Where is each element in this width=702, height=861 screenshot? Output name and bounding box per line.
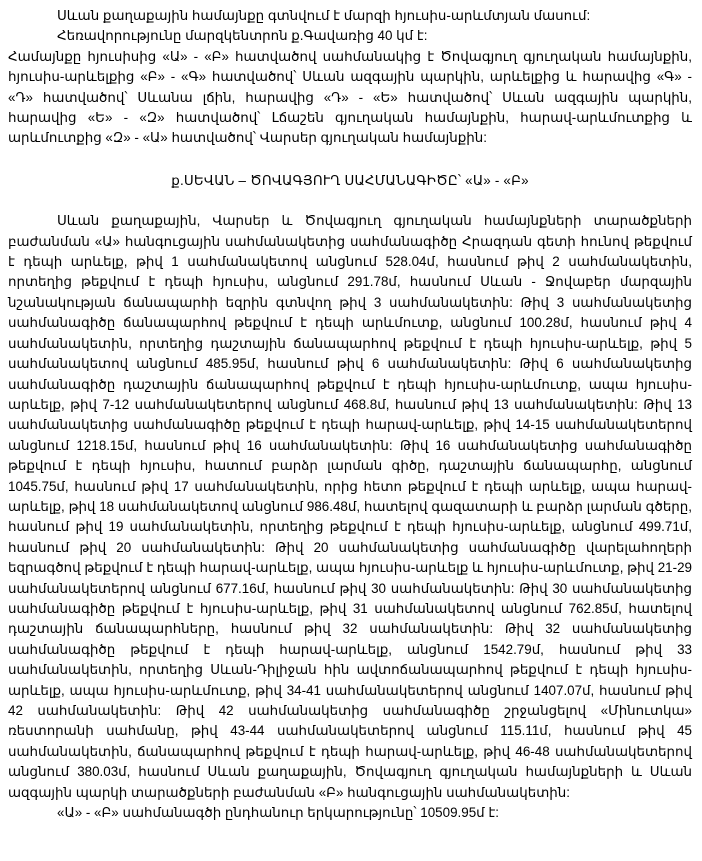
section-heading: ք.ՍԵՎԱՆ – ԾՈՎԱԳՅՈՒՂ ՍԱՀՄԱՆԱԳԻԾԸ՝ «Ա» - «Բ» <box>171 172 529 188</box>
total-length-line: «Ա» - «Բ» սահմանագծի ընդհանուր երկարությունը՝ 10509.95մ է: <box>57 805 499 821</box>
intro-distance-line: Հեռավորությունը մարզկենտրոն ք.Գավառից 40 կմ է: <box>57 28 428 44</box>
document-page <box>8 6 692 823</box>
intro-boundaries-paragraph: Համայնքը հյուսիսից «Ա» - «Բ» հատվածով սահմանակից է Ծովագյուղ գյուղական համայնքին, հյուսիս-արևելքից «Բ» - «Գ» հատվածով՝ Սևան ազգային պարկին, արևելքից և հարավից «Գ» - «Դ» հատվածով՝ Սևանա լճին, հարավից «Դ» - «Ե» հատվածով՝ Սևան ազգային պարկին, հարավից «Ե» - «Զ» հատվածով՝ Լճաշեն գյուղական համայնքին, հարավ-արևմուտքից և արևմուտքից «Զ» - «Ա» հատվածով՝ Վարսեր գյուղական համայնքին: <box>8 48 692 146</box>
boundary-description-paragraph: Սևան քաղաքային, Վարսեր և Ծովագյուղ գյուղական համայնքների տարածքների բաժանման «Ա» հանգուցային սահմանակետից սահմանագիծը Հրազդան գետի հունով թեքվում է դեպի արևելք, թիվ 1 սահմանակետով անցնում 528.04մ, հասնում թիվ 2 սահմանակետին, որտեղից թեքվում է դեպի հյուսիս, անցնում 291.78մ, հասնում Սևան - Ջովաբեր մարզային նշանակության ճանապարհի եզրին գտնվող թիվ 3 սահմանակետին: Թիվ 3 սահմանակետից սահմանագիծը ճանապարհով թեքվում է դեպի արևմուտք, անցնում 100.28մ, հասնում թիվ 4 սահմանակետին, որտեղից դաշտային ճանապարհով թեքվում է դեպի հյուսիս-արևելք, թիվ 5 սահմանակետով անցնում 485.95մ, հասնում թիվ 6 սահմանակետին: Թիվ 6 սահմանակետից սահմանագիծը դաշտային ճանապարհով թեքվում է դեպի հյուսիս-արևմուտք, ապա հյուսիս-արևելք, թիվ 7-12 սահմանակետերով անցնում 468.8մ, հասնում թիվ 13 սահմանակետին: Թիվ 13 սահմանակետից սահմանագիծը թեքվում է դեպի հարավ-արևելք, թիվ 14-15 սահմանակետերով անցնում 1218.15մ, հասնում թիվ 16 սահմանակետին: Թիվ 16 սահմանակետից սահմանագիծը թեքվում է դեպի հյուսիս, հատում բարձր լարման գիծը, դաշտային ճանապարհը, անցնում 1045.75մ, հասնում թիվ 17 սահմանակետին, որից հետո թեքվում է դեպի արևելք, ապա հարավ-արևելք, թիվ 18 սահմանակետով անցնում 986.48մ, հատելով գազատարի և բարձր լարման գծերը, հասնում թիվ 19 սահմանակետին, որտեղից թեքվում է դեպի հյուսիս-արևելք, անցնում 499.71մ, հասնում թիվ 20 սահմանակետին: Թիվ 20 սահմանակետից սահմանագիծը վարելահողերի եզրագծով թեքվում է դեպի հարավ-արևելք, ապա հյուսիս-արևելք և հյուսիս-արևմուտք, թիվ 21-29 սահմանակետերով անցնում 677.16մ, հասնում թիվ 30 սահմանակետին: Թիվ 30 սահմանակետից սահմանագիծը թեքվում է հյուսիս-արևելք, թիվ 31 սահմանակետով անցնում 762.85մ, հատելով դաշտային ճանապարհները, հասնում թիվ 32 սահմանակետին: Թիվ 32 սահմանակետից սահմանագիծը թեքվում է դեպի հարավ-արևելք, անցնում 1542.79մ, հասնում թիվ 33 սահմանակետին, որտեղից Սևան-Դիլիջան հին ավտոճանապարհով թեքվում է դեպի հյուսիս-արևելք, ապա հյուսիս-արևմուտք, թիվ 34-41 սահմանակետերով անցնում 1407.07մ, հասնում թիվ 42 սահմանակետին: Թիվ 42 սահմանակետից սահմանագիծը շրջանցելով «Մինուտկա» ռեստորանի սահմանը, թիվ 43-44 սահմանակետերով անցնում 115.11մ, հասնում թիվ 45 սահմանակետին, ճանապարհով թեքվում է դեպի հարավ-արևելք, թիվ 46-48 սահմանակետերով անցնում 380.03մ, հասնում Սևան քաղաքային, Ծովագյուղ գյուղական համայնքների և Սևան ազգային պարկի տարածքների բաժանման «Բ» հանգուցային սահմանակետին: <box>8 213 692 800</box>
intro-location-line: Սևան քաղաքային համայնքը գտնվում է մարզի հյուսիս-արևմտյան մասում: <box>57 8 591 23</box>
